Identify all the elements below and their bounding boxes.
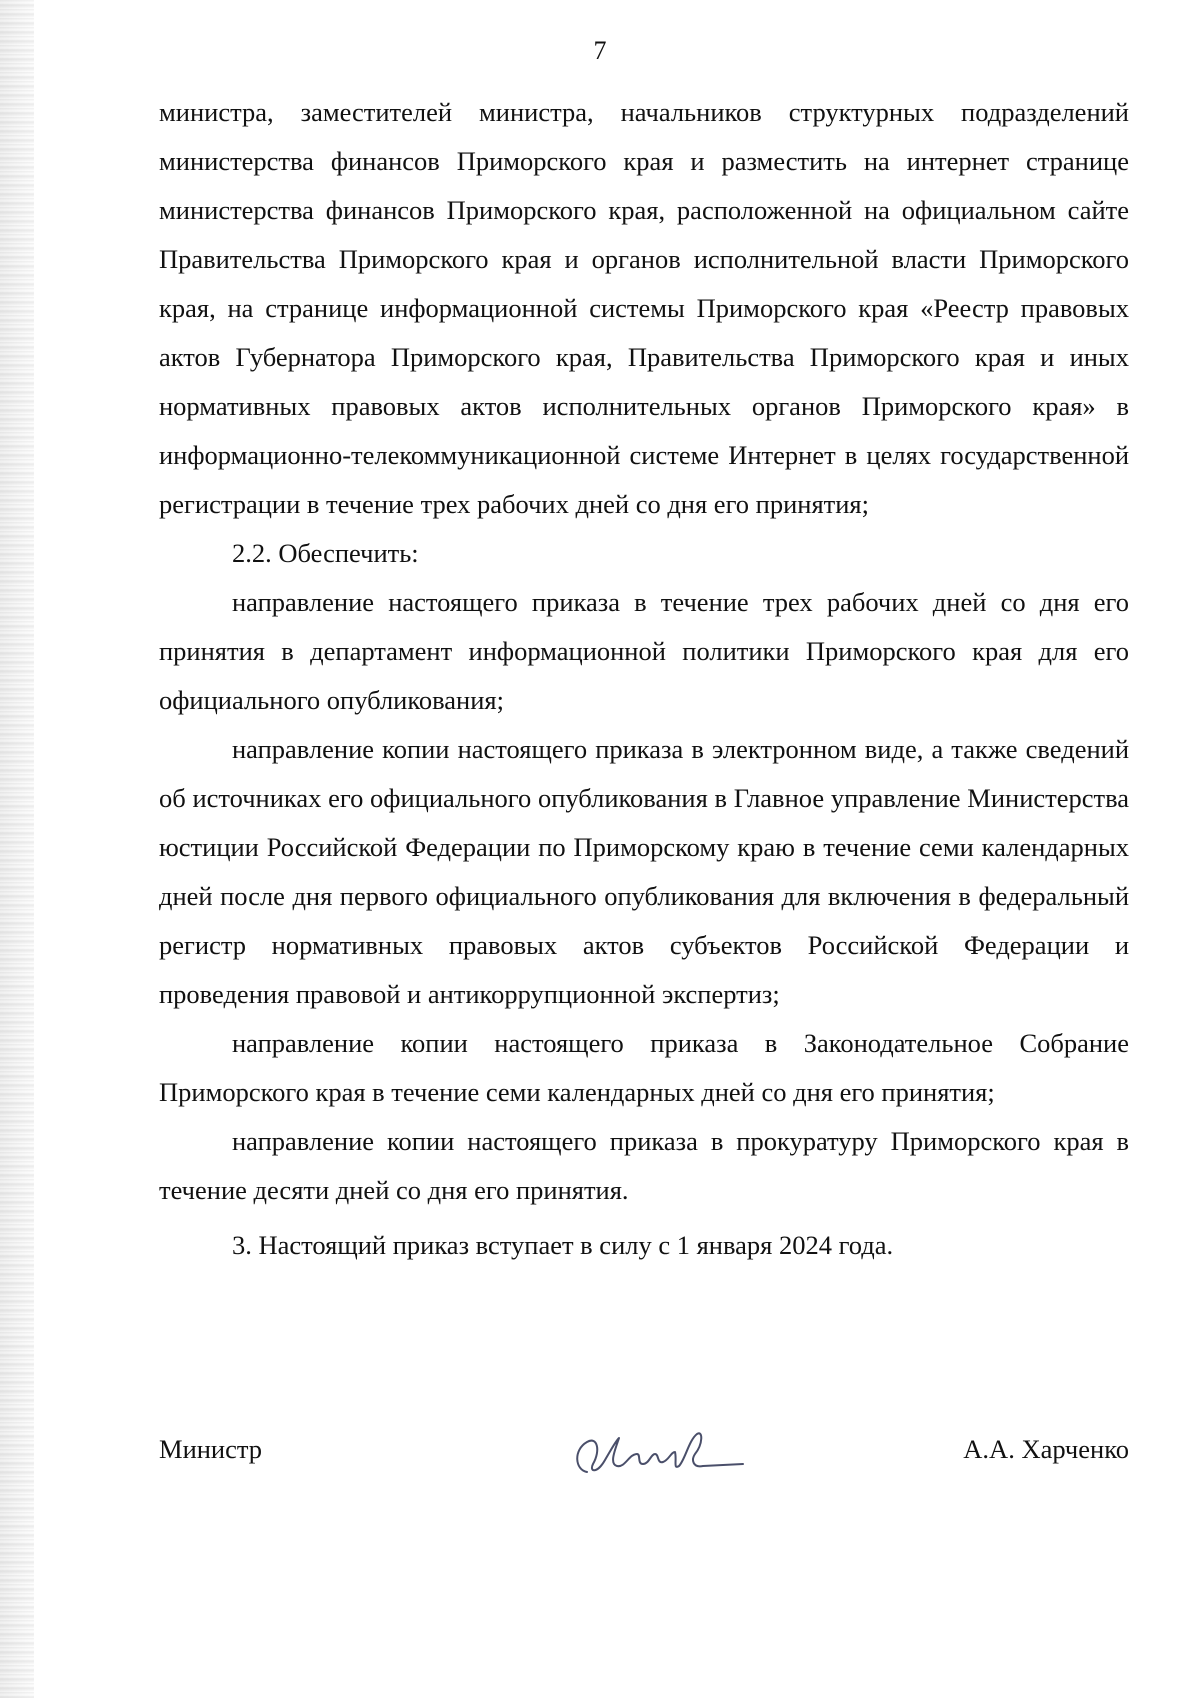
paragraph-effective-date: 3. Настоящий приказ вступает в силу с 1 января 2024 года. — [232, 1230, 894, 1260]
paragraph-publication-direction: направление настоящего приказа в течение трех рабочих дней со дня его принятия в департамент информационной политики Приморского края для его официального опубликования; — [159, 587, 1129, 715]
document-body — [159, 88, 1129, 1270]
signatory-name: А.А. Харченко — [963, 1434, 1129, 1464]
paragraph-continuation: министра, заместителей министра, начальников структурных подразделений министерства финансов Приморского края и разместить на интернет странице министерства финансов Приморского края, расположенной на официальном сайте Правительства Приморского края и органов исполнительной власти Приморского края, на странице информационной системы Приморского края «Реестр правовых актов Губернатора Приморского края, Правительства Приморского края и иных нормативных правовых актов исполнительных органов Приморского края» в информационно-телекоммуникационной системе Интернет в целях государственной регистрации в течение трех рабочих дней со дня его принятия; — [159, 97, 1129, 519]
paragraph-prosecutor-copy: направление копии настоящего приказа в прокуратуру Приморского края в течение десяти дней со дня его принятия. — [159, 1126, 1129, 1205]
scan-edge-artifact — [0, 0, 34, 1698]
page-number: 7 — [593, 36, 607, 65]
paragraph-legislative-assembly-copy: направление копии настоящего приказа в Законодательное Собрание Приморского края в течение семи календарных дней со дня его принятия; — [159, 1028, 1129, 1107]
signature-block — [159, 1420, 1129, 1490]
signatory-title: Министр — [159, 1434, 263, 1464]
paragraph-ministry-justice-copy: направление копии настоящего приказа в электронном виде, а также сведений об источниках его официального опубликования в Главное управление Министерства юстиции Российской Федерации по Приморскому краю в течение семи календарных дней после дня первого официального опубликования для включения в федеральный регистр нормативных правовых актов субъектов Российской Федерации и проведения правовой и антикоррупционной экспертиз; — [159, 734, 1129, 1009]
paragraph-section-2-2: 2.2. Обеспечить: — [232, 538, 419, 568]
handwritten-signature — [557, 1420, 747, 1490]
